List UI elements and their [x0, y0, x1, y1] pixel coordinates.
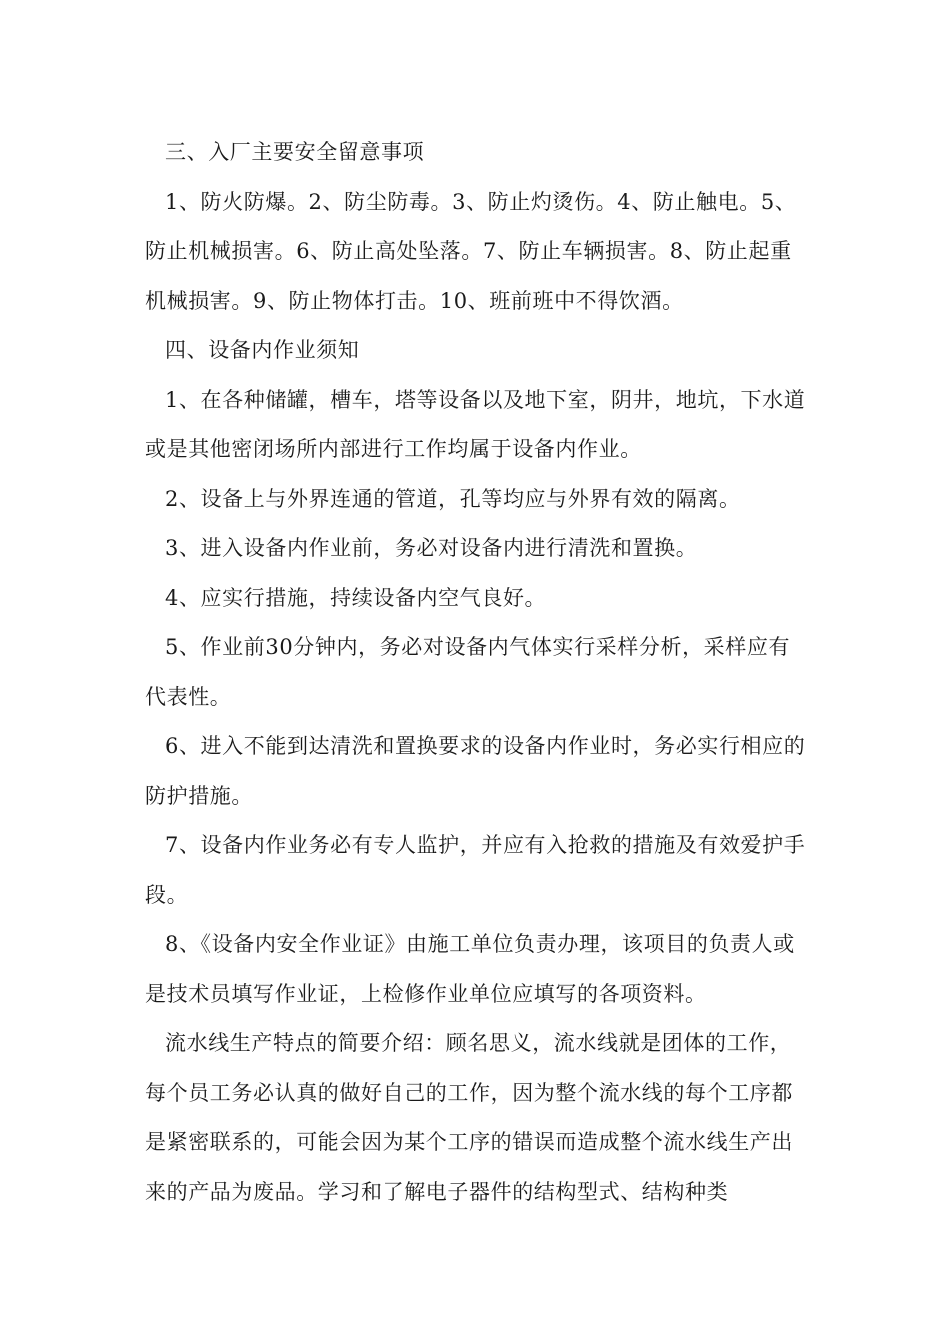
paragraph-item-2: 2、设备上与外界连通的管道，孔等均应与外界有效的隔离。 — [165, 486, 741, 511]
paragraph-item-6: 6、进入不能到达清洗和置换要求的设备内作业时，务必实行相应的防护措施。 — [145, 734, 806, 808]
section-heading-safety: 三、入厂主要安全留意事项 — [165, 140, 425, 164]
paragraph-item-3: 3、进入设备内作业前，务必对设备内进行清洗和置换。 — [165, 536, 698, 560]
document-body — [145, 128, 810, 1217]
section-heading-equipment: 四、设备内作业须知 — [165, 338, 360, 362]
paragraph-assembly-line: 流水线生产特点的简要介绍：顾名思义，流水线就是团体的工作，每个员工务必认真的做好自己的工作，因为整个流水线的每个工序都是紧密联系的，可能会因为某个工序的错误而造成整个流水线生产出来的产品为废品。学习和了解电子器件的结构型式、结构种类 — [145, 1031, 793, 1204]
paragraph-item-5: 5、作业前30分钟内，务必对设备内气体实行采样分析，采样应有代表性。 — [145, 635, 791, 709]
paragraph-item-4: 4、应实行措施，持续设备内空气良好。 — [165, 585, 547, 610]
paragraph-item-7: 7、设备内作业务必有专人监护，并应有入抢救的措施及有效爱护手段。 — [145, 833, 806, 907]
paragraph-item-8: 8、《设备内安全作业证》由施工单位负责办理，该项目的负责人或是技术员填写作业证，上检修作业单位应填写的各项资料。 — [145, 932, 795, 1006]
paragraph-item-1: 1、在各种储罐，槽车，塔等设备以及地下室，阴井，地坑，下水道或是其他密闭场所内部进行工作均属于设备内作业。 — [145, 387, 806, 461]
paragraph-safety-items: 1、防火防爆。2、防尘防毒。3、防止灼烫伤。4、防止触电。5、防止机械损害。6、防止高处坠落。7、防止车辆损害。8、防止起重机械损害。9、防止物体打击。10、班前班中不得饮酒。 — [145, 189, 797, 313]
